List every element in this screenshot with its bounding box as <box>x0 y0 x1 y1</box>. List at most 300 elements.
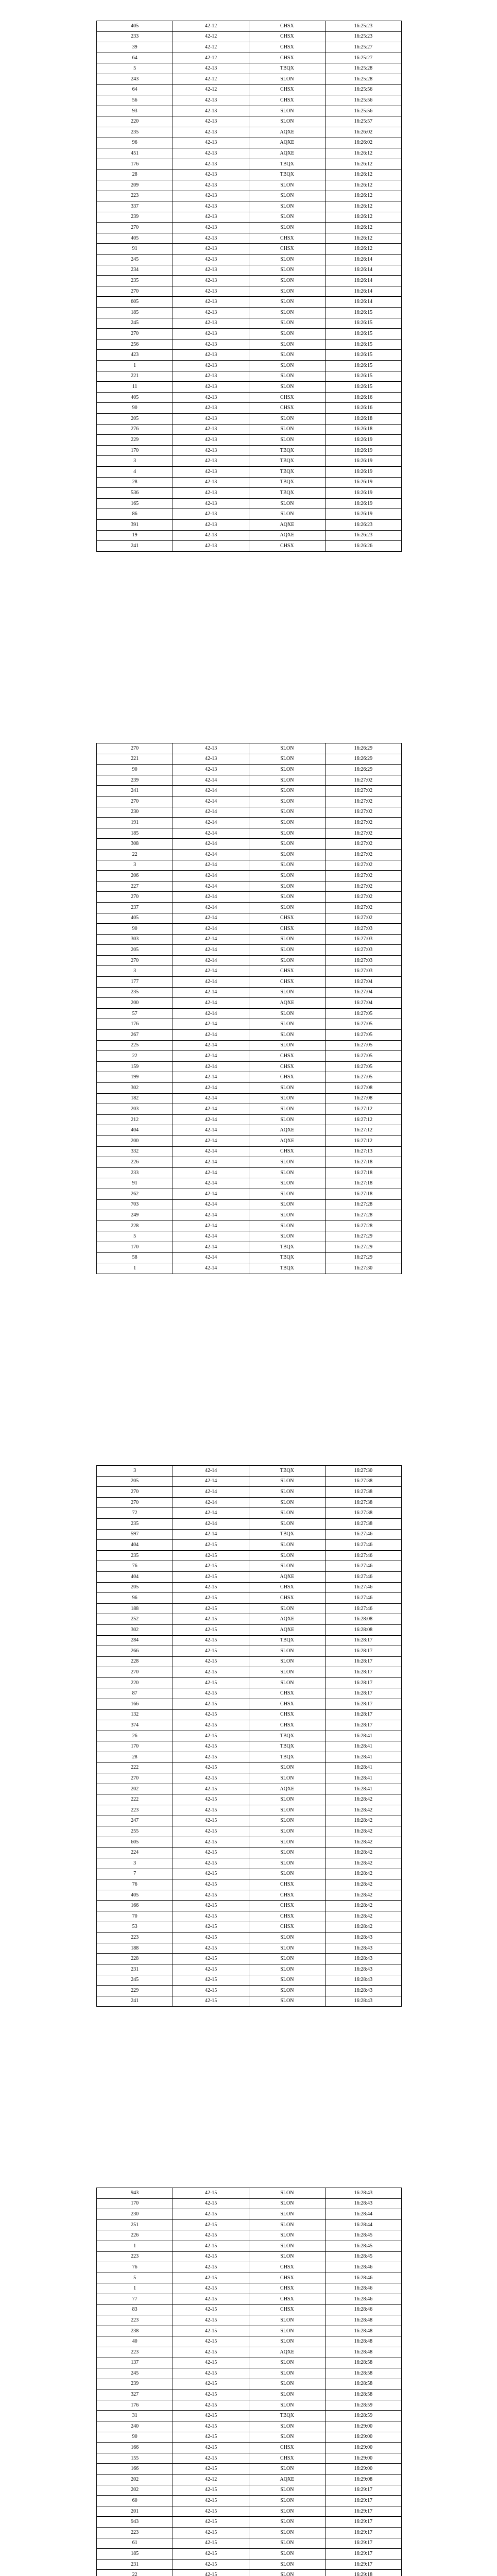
venue-cell: TBQX <box>249 1731 325 1741</box>
time-cell: 16:26:16 <box>325 403 401 414</box>
quantity-cell: 391 <box>97 519 173 530</box>
venue-cell: CHSX <box>249 2262 325 2273</box>
quantity-cell: 229 <box>97 435 173 446</box>
quantity-cell: 96 <box>97 1593 173 1604</box>
code-cell: 42-14 <box>173 1497 249 1508</box>
table-row <box>97 1497 401 1508</box>
venue-cell: SLON <box>249 1869 325 1879</box>
venue-cell: AQXE <box>249 2347 325 2358</box>
quantity-cell: 270 <box>97 1773 173 1784</box>
time-cell: 16:28:48 <box>325 2347 401 2358</box>
quantity-cell: 405 <box>97 1890 173 1901</box>
venue-cell: AQXE <box>249 998 325 1009</box>
quantity-cell: 230 <box>97 807 173 818</box>
quantity-cell: 245 <box>97 2368 173 2379</box>
venue-cell: SLON <box>249 743 325 754</box>
venue-cell: CHSX <box>249 53 325 63</box>
quantity-cell: 405 <box>97 913 173 924</box>
quantity-cell: 231 <box>97 1964 173 1975</box>
venue-cell: SLON <box>249 2570 325 2576</box>
table-row <box>97 1667 401 1678</box>
venue-cell: SLON <box>249 796 325 807</box>
code-cell: 42-14 <box>173 1476 249 1487</box>
table-row <box>97 1221 401 1231</box>
venue-cell: SLON <box>249 2336 325 2347</box>
time-cell: 16:27:29 <box>325 1242 401 1252</box>
code-cell: 42-15 <box>173 2336 249 2347</box>
time-cell: 16:27:05 <box>325 1051 401 1062</box>
quantity-cell: 221 <box>97 371 173 382</box>
venue-cell: CHSX <box>249 1051 325 1062</box>
venue-cell: CHSX <box>249 1061 325 1072</box>
table-row <box>97 1593 401 1604</box>
venue-cell: CHSX <box>249 1901 325 1911</box>
code-cell: 42-13 <box>173 361 249 371</box>
quantity-cell: 76 <box>97 2262 173 2273</box>
time-cell: 16:28:42 <box>325 1826 401 1837</box>
time-cell: 16:26:19 <box>325 509 401 520</box>
table-row <box>97 998 401 1009</box>
venue-cell: SLON <box>249 1189 325 1199</box>
quantity-cell: 205 <box>97 413 173 424</box>
code-cell: 42-15 <box>173 2443 249 2453</box>
time-cell: 16:28:43 <box>325 1975 401 1986</box>
quantity-cell: 170 <box>97 2198 173 2209</box>
code-cell: 42-15 <box>173 1603 249 1614</box>
code-cell: 42-15 <box>173 1848 249 1858</box>
quantity-cell: 251 <box>97 2219 173 2230</box>
quantity-cell: 185 <box>97 2549 173 2560</box>
venue-cell: SLON <box>249 754 325 765</box>
time-cell: 16:28:17 <box>325 1720 401 1731</box>
code-cell: 42-14 <box>173 1221 249 1231</box>
table-row <box>97 913 401 924</box>
quantity-cell: 220 <box>97 116 173 127</box>
table-row <box>97 1114 401 1125</box>
table-row <box>97 191 401 201</box>
code-cell: 42-15 <box>173 2315 249 2326</box>
quantity-cell: 5 <box>97 1231 173 1242</box>
time-cell: 16:26:23 <box>325 519 401 530</box>
time-cell: 16:26:12 <box>325 201 401 212</box>
code-cell: 42-14 <box>173 1231 249 1242</box>
code-cell: 42-14 <box>173 1072 249 1083</box>
table-row <box>97 1252 401 1263</box>
table-row <box>97 413 401 424</box>
quantity-cell: 302 <box>97 1083 173 1094</box>
code-cell: 42-15 <box>173 1943 249 1954</box>
quantity-cell: 202 <box>97 1784 173 1794</box>
quantity-cell: 270 <box>97 892 173 903</box>
quantity-cell: 605 <box>97 1837 173 1848</box>
venue-cell: AQXE <box>249 2475 325 2485</box>
quantity-cell: 91 <box>97 1178 173 1189</box>
time-cell: 16:27:05 <box>325 1072 401 1083</box>
code-cell: 42-14 <box>173 987 249 998</box>
venue-cell: SLON <box>249 2219 325 2230</box>
quantity-cell: 1 <box>97 2283 173 2294</box>
quantity-cell: 703 <box>97 1199 173 1210</box>
quantity-cell: 3 <box>97 456 173 467</box>
venue-cell: TBQX <box>249 445 325 456</box>
quantity-cell: 176 <box>97 159 173 170</box>
venue-cell: SLON <box>249 1667 325 1678</box>
quantity-cell: 238 <box>97 2326 173 2336</box>
table-row <box>97 498 401 509</box>
quantity-cell: 226 <box>97 2230 173 2241</box>
code-cell: 42-14 <box>173 913 249 924</box>
time-cell: 16:27:02 <box>325 902 401 913</box>
quantity-cell: 252 <box>97 1614 173 1625</box>
code-cell: 42-15 <box>173 2368 249 2379</box>
code-cell: 42-13 <box>173 530 249 541</box>
table-row <box>97 170 401 180</box>
venue-cell: SLON <box>249 1210 325 1221</box>
code-cell: 42-14 <box>173 1125 249 1136</box>
code-cell: 42-13 <box>173 466 249 477</box>
quantity-cell: 237 <box>97 902 173 913</box>
time-cell: 16:28:46 <box>325 2294 401 2304</box>
venue-cell: SLON <box>249 223 325 233</box>
table-row <box>97 424 401 435</box>
venue-cell: AQXE <box>249 148 325 159</box>
code-cell: 42-15 <box>173 2421 249 2432</box>
table-row <box>97 860 401 871</box>
code-cell: 42-14 <box>173 1051 249 1062</box>
quantity-cell: 205 <box>97 1582 173 1593</box>
code-cell: 42-14 <box>173 1008 249 1019</box>
venue-cell: SLON <box>249 2485 325 2496</box>
time-cell: 16:29:17 <box>325 2559 401 2570</box>
table-row <box>97 116 401 127</box>
venue-cell: SLON <box>249 1540 325 1551</box>
time-cell: 16:26:16 <box>325 392 401 403</box>
code-cell: 42-12 <box>173 31 249 42</box>
table-row <box>97 2209 401 2220</box>
time-cell: 16:26:19 <box>325 498 401 509</box>
code-cell: 42-15 <box>173 2230 249 2241</box>
time-cell: 16:27:28 <box>325 1210 401 1221</box>
time-cell: 16:26:15 <box>325 308 401 318</box>
code-cell: 42-14 <box>173 1104 249 1115</box>
time-cell: 16:25:23 <box>325 31 401 42</box>
time-cell: 16:27:46 <box>325 1550 401 1561</box>
venue-cell: CHSX <box>249 1890 325 1901</box>
time-cell: 16:28:43 <box>325 1964 401 1975</box>
table-row <box>97 1518 401 1529</box>
quantity-cell: 61 <box>97 2538 173 2549</box>
code-cell: 42-14 <box>173 1252 249 1263</box>
time-cell: 16:29:00 <box>325 2443 401 2453</box>
table-row <box>97 1603 401 1614</box>
venue-cell: TBQX <box>249 170 325 180</box>
table-row <box>97 31 401 42</box>
quantity-cell: 243 <box>97 74 173 84</box>
table-row <box>97 796 401 807</box>
table-row <box>97 2411 401 2421</box>
code-cell: 42-15 <box>173 2506 249 2517</box>
table-row <box>97 1731 401 1741</box>
time-cell: 16:26:15 <box>325 371 401 382</box>
table-row <box>97 1762 401 1773</box>
venue-cell: SLON <box>249 1805 325 1816</box>
time-cell: 16:26:12 <box>325 180 401 191</box>
code-cell: 42-15 <box>173 2464 249 2475</box>
time-cell: 16:25:27 <box>325 42 401 53</box>
venue-cell: SLON <box>249 1943 325 1954</box>
table-row <box>97 1986 401 1996</box>
venue-cell: AQXE <box>249 530 325 541</box>
quantity-cell: 177 <box>97 977 173 988</box>
venue-cell: SLON <box>249 1964 325 1975</box>
time-cell: 16:26:19 <box>325 477 401 488</box>
table-row <box>97 1476 401 1487</box>
venue-cell: SLON <box>249 1221 325 1231</box>
time-cell: 16:28:42 <box>325 1922 401 1933</box>
code-cell: 42-13 <box>173 212 249 223</box>
code-cell: 42-13 <box>173 180 249 191</box>
code-cell: 42-15 <box>173 1879 249 1890</box>
time-cell: 16:28:08 <box>325 1624 401 1635</box>
code-cell: 42-15 <box>173 2570 249 2576</box>
quantity-cell: 405 <box>97 392 173 403</box>
time-cell: 16:27:46 <box>325 1529 401 1540</box>
table-row <box>97 849 401 860</box>
code-cell: 42-15 <box>173 1901 249 1911</box>
code-cell: 42-13 <box>173 106 249 116</box>
code-cell: 42-14 <box>173 1263 249 1274</box>
time-cell: 16:28:17 <box>325 1709 401 1720</box>
venue-cell: SLON <box>249 509 325 520</box>
table-row <box>97 1699 401 1710</box>
table-row <box>97 329 401 340</box>
quantity-cell: 200 <box>97 1136 173 1146</box>
table-row <box>97 244 401 255</box>
time-cell: 16:27:04 <box>325 987 401 998</box>
table-row <box>97 1784 401 1794</box>
quantity-cell: 241 <box>97 1996 173 2006</box>
code-cell: 42-13 <box>173 276 249 286</box>
time-cell: 16:29:17 <box>325 2517 401 2528</box>
venue-cell: SLON <box>249 902 325 913</box>
time-cell: 16:28:43 <box>325 2198 401 2209</box>
quantity-cell: 166 <box>97 2443 173 2453</box>
time-cell: 16:29:17 <box>325 2549 401 2560</box>
time-cell: 16:29:00 <box>325 2421 401 2432</box>
quantity-cell: 405 <box>97 233 173 244</box>
code-cell: 42-15 <box>173 1794 249 1805</box>
venue-cell: TBQX <box>249 456 325 467</box>
code-cell: 42-14 <box>173 1114 249 1125</box>
time-cell: 16:27:18 <box>325 1167 401 1178</box>
time-cell: 16:27:46 <box>325 1582 401 1593</box>
table-row <box>97 1805 401 1816</box>
venue-cell: SLON <box>249 1656 325 1667</box>
venue-cell: SLON <box>249 1773 325 1784</box>
table-row <box>97 1677 401 1688</box>
venue-cell: CHSX <box>249 913 325 924</box>
venue-cell: CHSX <box>249 924 325 935</box>
time-cell: 16:29:18 <box>325 2570 401 2576</box>
table-row <box>97 1635 401 1646</box>
venue-cell: CHSX <box>249 403 325 414</box>
time-cell: 16:26:18 <box>325 413 401 424</box>
venue-cell: TBQX <box>249 159 325 170</box>
quantity-cell: 56 <box>97 95 173 106</box>
code-cell: 42-14 <box>173 871 249 882</box>
code-cell: 42-14 <box>173 1199 249 1210</box>
venue-cell: SLON <box>249 1826 325 1837</box>
venue-cell: CHSX <box>249 1922 325 1933</box>
time-cell: 16:28:48 <box>325 2326 401 2336</box>
time-cell: 16:26:15 <box>325 382 401 393</box>
quantity-cell: 91 <box>97 244 173 255</box>
time-cell: 16:26:12 <box>325 159 401 170</box>
venue-cell: CHSX <box>249 1688 325 1699</box>
table-row <box>97 138 401 148</box>
venue-cell: SLON <box>249 2315 325 2326</box>
time-cell: 16:27:03 <box>325 924 401 935</box>
table-row <box>97 2358 401 2368</box>
time-cell: 16:28:42 <box>325 1816 401 1826</box>
table-row <box>97 1030 401 1041</box>
table-row <box>97 2273 401 2283</box>
code-cell: 42-13 <box>173 255 249 265</box>
code-cell: 42-13 <box>173 541 249 551</box>
time-cell: 16:26:15 <box>325 329 401 340</box>
table-row <box>97 1072 401 1083</box>
table-row <box>97 1104 401 1115</box>
table-row <box>97 1051 401 1062</box>
code-cell: 42-14 <box>173 934 249 945</box>
quantity-cell: 270 <box>97 1487 173 1498</box>
code-cell: 42-15 <box>173 2241 249 2251</box>
table-row <box>97 818 401 828</box>
quantity-cell: 245 <box>97 255 173 265</box>
time-cell: 16:26:19 <box>325 456 401 467</box>
venue-cell: SLON <box>249 1040 325 1051</box>
quantity-cell: 235 <box>97 276 173 286</box>
code-cell: 42-15 <box>173 2358 249 2368</box>
venue-cell: SLON <box>249 1986 325 1996</box>
table-row <box>97 1954 401 1964</box>
quantity-cell: 3 <box>97 1858 173 1869</box>
code-cell: 42-15 <box>173 2294 249 2304</box>
table-row <box>97 201 401 212</box>
quantity-cell: 5 <box>97 2273 173 2283</box>
quantity-cell: 176 <box>97 1019 173 1030</box>
code-cell: 42-15 <box>173 2538 249 2549</box>
table-row <box>97 1157 401 1168</box>
table-row <box>97 1890 401 1901</box>
table-row <box>97 382 401 393</box>
table-row <box>97 1242 401 1252</box>
quantity-cell: 53 <box>97 1922 173 1933</box>
code-cell: 42-14 <box>173 807 249 818</box>
table-row <box>97 2538 401 2549</box>
table-row <box>97 339 401 350</box>
code-cell: 42-14 <box>173 786 249 796</box>
quantity-cell: 11 <box>97 382 173 393</box>
code-cell: 42-14 <box>173 902 249 913</box>
code-cell: 42-14 <box>173 977 249 988</box>
time-cell: 16:27:18 <box>325 1157 401 1168</box>
quantity-cell: 270 <box>97 223 173 233</box>
quantity-cell: 276 <box>97 424 173 435</box>
time-cell: 16:28:41 <box>325 1773 401 1784</box>
time-cell: 16:28:17 <box>325 1699 401 1710</box>
table-row <box>97 2506 401 2517</box>
time-cell: 16:28:17 <box>325 1677 401 1688</box>
table-row <box>97 233 401 244</box>
table-row <box>97 435 401 446</box>
table-row <box>97 2251 401 2262</box>
quantity-cell: 405 <box>97 21 173 31</box>
table-row <box>97 2262 401 2273</box>
table-row <box>97 2368 401 2379</box>
venue-cell: TBQX <box>249 1263 325 1274</box>
log-table <box>97 21 401 551</box>
time-cell: 16:28:17 <box>325 1646 401 1657</box>
quantity-cell: 247 <box>97 1816 173 1826</box>
venue-cell: SLON <box>249 1858 325 1869</box>
table-row <box>97 1901 401 1911</box>
quantity-cell: 137 <box>97 2358 173 2368</box>
time-cell: 16:28:58 <box>325 2389 401 2400</box>
time-cell: 16:29:17 <box>325 2496 401 2506</box>
table-row <box>97 1529 401 1540</box>
quantity-cell: 7 <box>97 1869 173 1879</box>
code-cell: 42-15 <box>173 2485 249 2496</box>
venue-cell: SLON <box>249 297 325 308</box>
venue-cell: SLON <box>249 339 325 350</box>
code-cell: 42-13 <box>173 371 249 382</box>
venue-cell: SLON <box>249 1114 325 1125</box>
venue-cell: CHSX <box>249 2283 325 2294</box>
table-row <box>97 1136 401 1146</box>
code-cell: 42-15 <box>173 1858 249 1869</box>
code-cell: 42-15 <box>173 1731 249 1741</box>
code-cell: 42-15 <box>173 1614 249 1625</box>
time-cell: 16:27:02 <box>325 818 401 828</box>
time-cell: 16:26:23 <box>325 530 401 541</box>
quantity-cell: 22 <box>97 2570 173 2576</box>
time-cell: 16:28:42 <box>325 1890 401 1901</box>
table-row <box>97 1508 401 1519</box>
venue-cell: SLON <box>249 775 325 786</box>
table-row <box>97 95 401 106</box>
code-cell: 42-15 <box>173 1762 249 1773</box>
table-row <box>97 1741 401 1752</box>
table-row <box>97 807 401 818</box>
code-cell: 42-14 <box>173 1487 249 1498</box>
time-cell: 16:28:58 <box>325 2379 401 2389</box>
quantity-cell: 22 <box>97 849 173 860</box>
quantity-cell: 28 <box>97 1752 173 1763</box>
code-cell: 42-15 <box>173 2379 249 2389</box>
quantity-cell: 302 <box>97 1624 173 1635</box>
venue-cell: SLON <box>249 2559 325 2570</box>
venue-cell: SLON <box>249 2241 325 2251</box>
table-row <box>97 223 401 233</box>
code-cell: 42-15 <box>173 1635 249 1646</box>
time-cell: 16:27:03 <box>325 966 401 977</box>
venue-cell: SLON <box>249 308 325 318</box>
venue-cell: CHSX <box>249 1911 325 1922</box>
code-cell: 42-15 <box>173 1954 249 1964</box>
quantity-cell: 31 <box>97 2411 173 2421</box>
code-cell: 42-15 <box>173 1593 249 1604</box>
